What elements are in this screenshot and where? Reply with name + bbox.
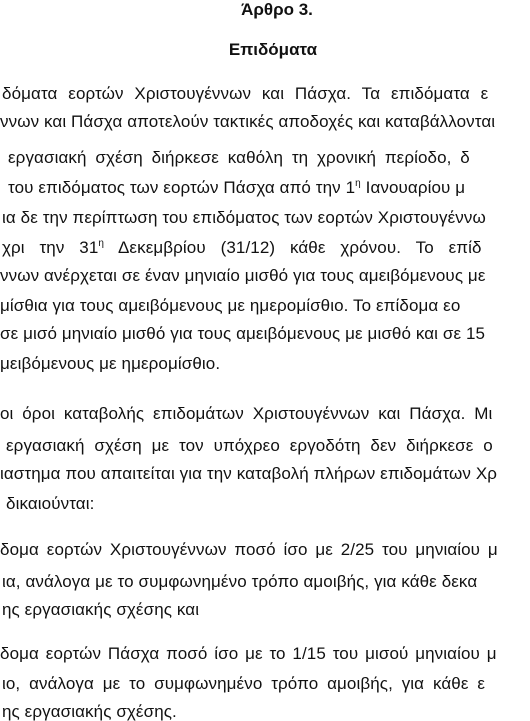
- text-line: δομα εορτών Χριστουγέννων ποσό ίσο με 2/25 του μηνιαίου μ: [0, 540, 498, 559]
- text-line: ια δε την περίπτωση του επιδόματος των εορτών Χριστουγέννω: [2, 208, 486, 227]
- text-segment: Δεκεμβρίου (31/12) κάθε χρόνου. Το επίδ: [104, 238, 482, 257]
- text-segment: του επιδόματος των εορτών Πάσχα από την 1: [8, 178, 356, 197]
- text-line: ννων ανέρχεται σε έναν μηνιαίο μισθό για τους αμειβόμενους με: [0, 266, 486, 285]
- text-line: σε μισό μηνιαίο μισθό για τους αμειβόμενους με μισθό και σε 15: [0, 324, 486, 343]
- text-line: εργασιακή σχέση με τον υπόχρεο εργοδότη δεν διήρκεσε ο: [6, 436, 493, 455]
- text-line: δικαιούνται:: [6, 494, 95, 513]
- superscript: η: [98, 238, 105, 249]
- text-line: εργασιακή σχέση διήρκεσε καθόλη τη χρονική περίοδο, δ: [8, 148, 470, 167]
- text-line: δόματα εορτών Χριστουγέννων και Πάσχα. Τα επιδόματα ε: [2, 84, 489, 103]
- text-line: μειβόμενους με ημερομίσθιο.: [0, 354, 221, 373]
- superscript: η: [355, 178, 361, 189]
- section-title: Επιδόματα: [228, 40, 318, 59]
- text-line: ιαστημα που απαιτείται για την καταβολή πλήρων επιδομάτων Χρ: [0, 464, 498, 483]
- text-line: [8, 178, 465, 198]
- text-line: ης εργασιακής σχέσης.: [2, 702, 177, 721]
- text-line: [2, 238, 482, 258]
- text-segment: χρι την 31: [2, 238, 99, 257]
- text-line: μίσθια για τους αμειβόμενους με ημερομίσθιο. Το επίδομα εο: [0, 296, 461, 315]
- text-line: ννων και Πάσχα αποτελούν τακτικές αποδοχές και καταβάλλονται: [0, 112, 496, 131]
- text-line: οι όροι καταβολής επιδομάτων Χριστουγέννων και Πάσχα. Μι: [0, 404, 493, 423]
- article-title: Άρθρο 3.: [241, 0, 313, 19]
- text-segment: Ιανουαρίου μ: [360, 178, 466, 197]
- text-line: ης εργασιακής σχέσης και: [2, 600, 200, 619]
- text-line: ιο, ανάλογα με το συμφωνημένο τρόπο αμοιβής, για κάθε ε: [2, 674, 485, 693]
- text-line: δομα εορτών Πάσχα ποσό ίσο με το 1/15 του μισού μηνιαίου μ: [0, 644, 497, 663]
- text-line: ια, ανάλογα με το συμφωνημένο τρόπο αμοιβής, για κάθε δεκα: [2, 572, 478, 591]
